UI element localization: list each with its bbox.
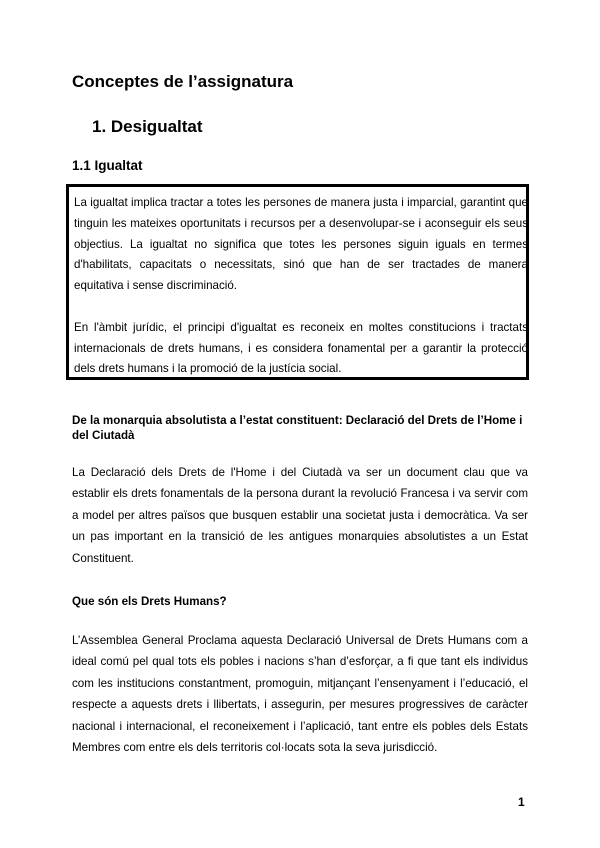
igualtat-definition-box [66, 184, 529, 380]
paragraph-assemblea: L’Assemblea General Proclama aquesta Declaració Universal de Drets Humans com a ideal comú pel qual tots els pobles i nacions s’han d’esforçar, a fi que tant els individus com les institucions constantment, promoguin, mitjançant l’ensenyament i l’educació, el respecte a aquests drets i llibertats, i assegurin, per mesures progressives de caràcter nacional i internacional, el reconeixement i l’aplicació, tant entre els pobles dels Estats Membres com entre els dels territoris col·locats sota la seva jurisdicció. [72, 634, 528, 755]
section-heading-desigualtat: 1. Desigualtat [92, 117, 203, 136]
heading-drets-humans: Que són els Drets Humans? [72, 595, 227, 608]
page-number: 1 [518, 795, 525, 809]
igualtat-paragraph-1: La igualtat implica tractar a totes les persones de manera justa i imparcial, garantint que tinguin les mateixes oportunitats i recursos per a desenvolupar-se i aconseguir els seus objectius. La igualtat no significa que totes les persones siguin iguals en termes d'habilitats, capacitats o necessitats, sinó que han de ser tractades de manera equitativa i sense discriminació. [74, 196, 528, 293]
subsection-heading-igualtat: 1.1 Igualtat [72, 158, 143, 173]
paragraph-declaracio: La Declaració dels Drets de l'Home i del Ciutadà va ser un document clau que va establir els drets fonamentals de la persona durant la revolució Francesa i va servir com a model per altres països que busquen establir una societat justa i democràtica. Va ser un pas important en la transició de les antigues monarquies absolutistes a un Estat Constituent. [72, 466, 528, 565]
heading-declaracio: De la monarquia absolutista a l’estat constituent: Declaració del Drets de l’Home i del Ciutadà [72, 414, 523, 442]
page-title: Conceptes de l’assignatura [72, 72, 294, 91]
igualtat-paragraph-2: En l'àmbit jurídic, el principi d'igualtat es reconeix en moltes constitucions i tractats internacionals de drets humans, i es considera fonamental per a garantir la protecció dels drets humans i la promoció de la justícia social. [74, 320, 528, 376]
